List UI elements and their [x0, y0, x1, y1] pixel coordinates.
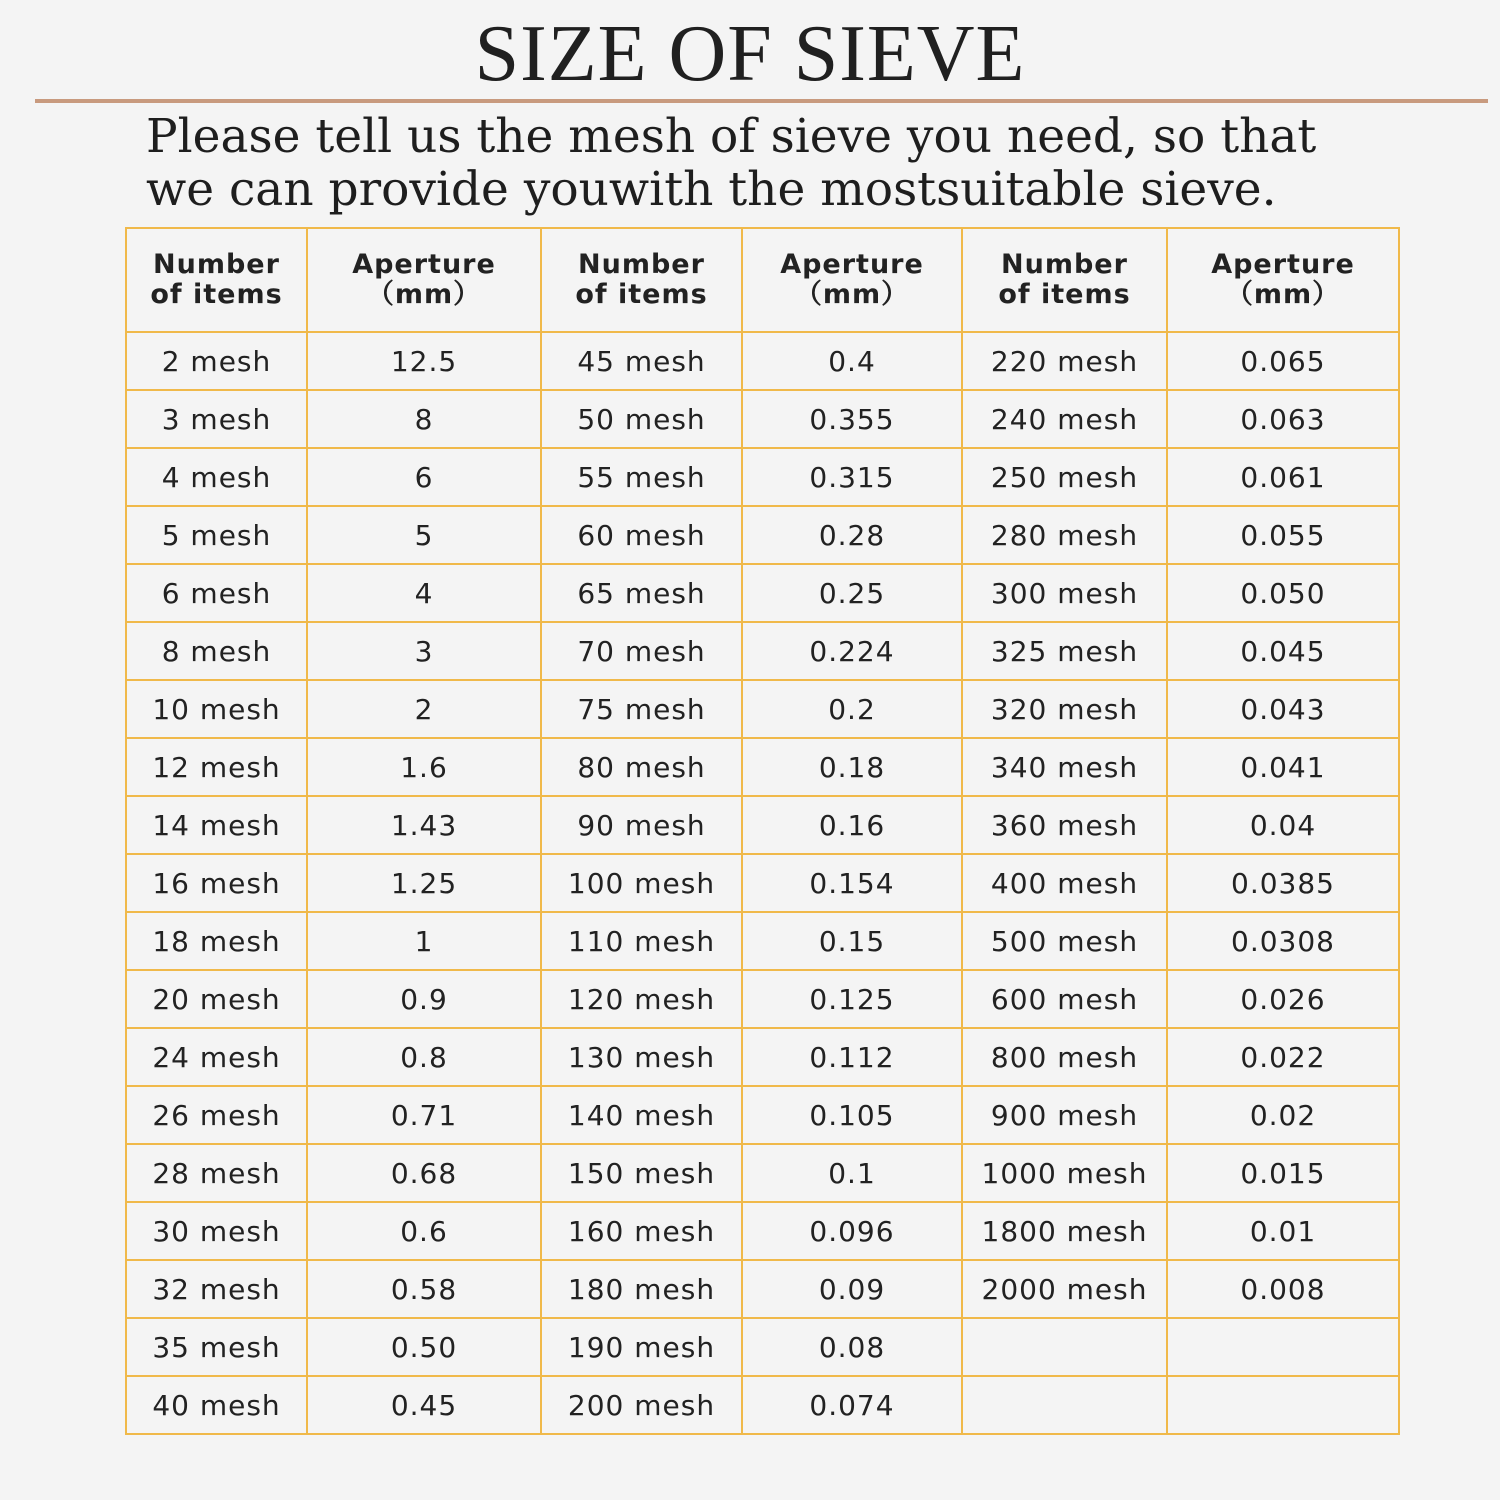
- aperture-cell: [1167, 1376, 1399, 1434]
- mesh-cell: 500 mesh: [962, 912, 1167, 970]
- mesh-cell: 50 mesh: [541, 390, 742, 448]
- aperture-cell: 1: [307, 912, 541, 970]
- title-divider: [35, 99, 1488, 103]
- header-aperture: Aperture （mm）: [742, 228, 962, 332]
- aperture-cell: 0.026: [1167, 970, 1399, 1028]
- table-row: [126, 622, 1399, 680]
- mesh-cell: 32 mesh: [126, 1260, 307, 1318]
- mesh-cell: 325 mesh: [962, 622, 1167, 680]
- mesh-cell: 5 mesh: [126, 506, 307, 564]
- aperture-cell: 0.355: [742, 390, 962, 448]
- mesh-cell: 800 mesh: [962, 1028, 1167, 1086]
- aperture-cell: 1.6: [307, 738, 541, 796]
- mesh-cell: 10 mesh: [126, 680, 307, 738]
- aperture-cell: 0.15: [742, 912, 962, 970]
- mesh-cell: 60 mesh: [541, 506, 742, 564]
- mesh-cell: 280 mesh: [962, 506, 1167, 564]
- subtitle: [146, 110, 1446, 216]
- page-title: SIZE OF SIEVE: [474, 10, 1026, 98]
- mesh-cell: 20 mesh: [126, 970, 307, 1028]
- aperture-cell: 0.112: [742, 1028, 962, 1086]
- mesh-cell: 55 mesh: [541, 448, 742, 506]
- aperture-cell: 1.25: [307, 854, 541, 912]
- aperture-cell: 0.0308: [1167, 912, 1399, 970]
- table-header-row: [126, 228, 1399, 332]
- mesh-cell: 16 mesh: [126, 854, 307, 912]
- aperture-cell: 0.065: [1167, 332, 1399, 390]
- mesh-cell: 250 mesh: [962, 448, 1167, 506]
- subtitle-line-1: Please tell us the mesh of sieve you need, so that: [146, 109, 1317, 164]
- mesh-cell: 340 mesh: [962, 738, 1167, 796]
- aperture-cell: 0.008: [1167, 1260, 1399, 1318]
- table-row: [126, 796, 1399, 854]
- aperture-cell: 0.08: [742, 1318, 962, 1376]
- mesh-cell: 150 mesh: [541, 1144, 742, 1202]
- aperture-cell: [1167, 1318, 1399, 1376]
- mesh-cell: 70 mesh: [541, 622, 742, 680]
- mesh-cell: 90 mesh: [541, 796, 742, 854]
- aperture-cell: 1.43: [307, 796, 541, 854]
- mesh-cell: 1800 mesh: [962, 1202, 1167, 1260]
- mesh-cell: 12 mesh: [126, 738, 307, 796]
- mesh-cell: 360 mesh: [962, 796, 1167, 854]
- aperture-cell: 0.041: [1167, 738, 1399, 796]
- mesh-cell: 100 mesh: [541, 854, 742, 912]
- aperture-cell: 5: [307, 506, 541, 564]
- aperture-cell: 2: [307, 680, 541, 738]
- sieve-size-table: [125, 227, 1400, 1435]
- header-number-of-items: Number of items: [962, 228, 1167, 332]
- mesh-cell: 30 mesh: [126, 1202, 307, 1260]
- header-number-of-items: Number of items: [541, 228, 742, 332]
- mesh-cell: 8 mesh: [126, 622, 307, 680]
- mesh-cell: 240 mesh: [962, 390, 1167, 448]
- mesh-cell: 160 mesh: [541, 1202, 742, 1260]
- aperture-cell: 0.154: [742, 854, 962, 912]
- table-row: [126, 1318, 1399, 1376]
- mesh-cell: 1000 mesh: [962, 1144, 1167, 1202]
- table-row: [126, 1086, 1399, 1144]
- aperture-cell: 0.45: [307, 1376, 541, 1434]
- table-row: [126, 332, 1399, 390]
- aperture-cell: 0.09: [742, 1260, 962, 1318]
- table-row: [126, 1260, 1399, 1318]
- mesh-cell: 400 mesh: [962, 854, 1167, 912]
- table-row: [126, 680, 1399, 738]
- mesh-cell: 35 mesh: [126, 1318, 307, 1376]
- aperture-cell: 0.096: [742, 1202, 962, 1260]
- mesh-cell: 24 mesh: [126, 1028, 307, 1086]
- mesh-cell: 300 mesh: [962, 564, 1167, 622]
- mesh-cell: [962, 1376, 1167, 1434]
- aperture-cell: 8: [307, 390, 541, 448]
- mesh-cell: 2000 mesh: [962, 1260, 1167, 1318]
- aperture-cell: 0.022: [1167, 1028, 1399, 1086]
- mesh-cell: 45 mesh: [541, 332, 742, 390]
- table-row: [126, 448, 1399, 506]
- table-row: [126, 912, 1399, 970]
- aperture-cell: 0.105: [742, 1086, 962, 1144]
- table-row: [126, 1376, 1399, 1434]
- aperture-cell: 0.71: [307, 1086, 541, 1144]
- table-row: [126, 1144, 1399, 1202]
- mesh-cell: 65 mesh: [541, 564, 742, 622]
- mesh-cell: 3 mesh: [126, 390, 307, 448]
- mesh-cell: 130 mesh: [541, 1028, 742, 1086]
- aperture-cell: 0.02: [1167, 1086, 1399, 1144]
- aperture-cell: 0.9: [307, 970, 541, 1028]
- aperture-cell: 0.063: [1167, 390, 1399, 448]
- aperture-cell: 0.050: [1167, 564, 1399, 622]
- mesh-cell: 18 mesh: [126, 912, 307, 970]
- aperture-cell: 0.045: [1167, 622, 1399, 680]
- mesh-cell: 320 mesh: [962, 680, 1167, 738]
- table-row: [126, 1202, 1399, 1260]
- table-row: [126, 564, 1399, 622]
- table-row: [126, 970, 1399, 1028]
- header-aperture: Aperture （mm）: [1167, 228, 1399, 332]
- aperture-cell: 0.01: [1167, 1202, 1399, 1260]
- aperture-cell: 0.58: [307, 1260, 541, 1318]
- aperture-cell: 0.224: [742, 622, 962, 680]
- aperture-cell: 0.68: [307, 1144, 541, 1202]
- header-number-of-items: Number of items: [126, 228, 307, 332]
- mesh-cell: 190 mesh: [541, 1318, 742, 1376]
- aperture-cell: 0.04: [1167, 796, 1399, 854]
- mesh-cell: 14 mesh: [126, 796, 307, 854]
- mesh-cell: 6 mesh: [126, 564, 307, 622]
- aperture-cell: 0.8: [307, 1028, 541, 1086]
- aperture-cell: 0.25: [742, 564, 962, 622]
- aperture-cell: 0.2: [742, 680, 962, 738]
- mesh-cell: 26 mesh: [126, 1086, 307, 1144]
- aperture-cell: 0.18: [742, 738, 962, 796]
- mesh-cell: 75 mesh: [541, 680, 742, 738]
- aperture-cell: 0.015: [1167, 1144, 1399, 1202]
- mesh-cell: 140 mesh: [541, 1086, 742, 1144]
- mesh-cell: 600 mesh: [962, 970, 1167, 1028]
- aperture-cell: 12.5: [307, 332, 541, 390]
- mesh-cell: 28 mesh: [126, 1144, 307, 1202]
- aperture-cell: 0.4: [742, 332, 962, 390]
- mesh-cell: 220 mesh: [962, 332, 1167, 390]
- aperture-cell: 0.061: [1167, 448, 1399, 506]
- aperture-cell: 0.50: [307, 1318, 541, 1376]
- table-row: [126, 738, 1399, 796]
- mesh-cell: 40 mesh: [126, 1376, 307, 1434]
- aperture-cell: 3: [307, 622, 541, 680]
- aperture-cell: 0.043: [1167, 680, 1399, 738]
- aperture-cell: 0.1: [742, 1144, 962, 1202]
- table-row: [126, 1028, 1399, 1086]
- mesh-cell: 4 mesh: [126, 448, 307, 506]
- table-row: [126, 854, 1399, 912]
- aperture-cell: 0.315: [742, 448, 962, 506]
- aperture-cell: 6: [307, 448, 541, 506]
- aperture-cell: 4: [307, 564, 541, 622]
- table-row: [126, 506, 1399, 564]
- mesh-cell: 80 mesh: [541, 738, 742, 796]
- aperture-cell: 0.055: [1167, 506, 1399, 564]
- aperture-cell: 0.0385: [1167, 854, 1399, 912]
- subtitle-line-2: we can provide youwith the mostsuitable sieve.: [146, 162, 1277, 217]
- mesh-cell: 900 mesh: [962, 1086, 1167, 1144]
- aperture-cell: 0.125: [742, 970, 962, 1028]
- mesh-cell: 200 mesh: [541, 1376, 742, 1434]
- mesh-cell: 110 mesh: [541, 912, 742, 970]
- mesh-cell: 120 mesh: [541, 970, 742, 1028]
- aperture-cell: 0.28: [742, 506, 962, 564]
- table-body: [126, 332, 1399, 1434]
- aperture-cell: 0.074: [742, 1376, 962, 1434]
- aperture-cell: 0.16: [742, 796, 962, 854]
- mesh-cell: [962, 1318, 1167, 1376]
- mesh-cell: 180 mesh: [541, 1260, 742, 1318]
- header-aperture: Aperture （mm）: [307, 228, 541, 332]
- aperture-cell: 0.6: [307, 1202, 541, 1260]
- table-row: [126, 390, 1399, 448]
- mesh-cell: 2 mesh: [126, 332, 307, 390]
